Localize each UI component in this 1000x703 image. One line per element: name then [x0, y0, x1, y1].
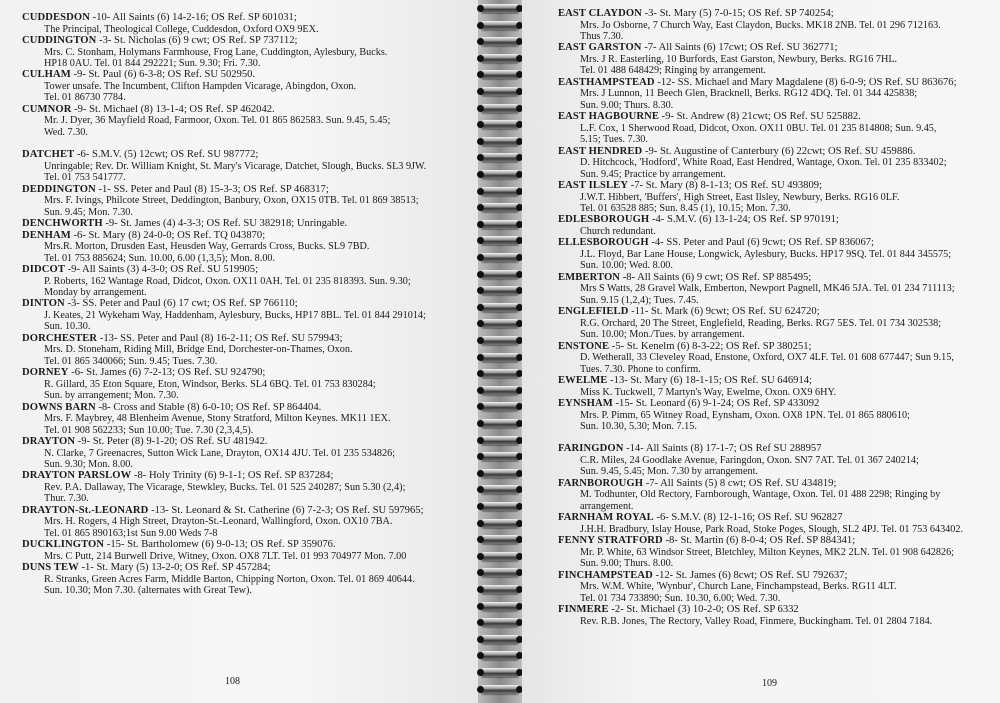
tower-details: -3- St. Nicholas (6) 9 cwt; OS Ref. SP 737112;	[99, 35, 298, 46]
tower-details: -7- St. Mary (8) 8-1-13; OS Ref. SU 493809;	[630, 180, 823, 192]
tower-entry	[22, 402, 470, 436]
binding-coil	[480, 552, 520, 561]
binding-coil	[480, 353, 520, 362]
entry-contact-line: M. Todhunter, Old Rectory, Farnborough, Wantage, Oxon. Tel. 01 488 2298; Ringing by	[580, 489, 941, 501]
binding-coil	[480, 220, 520, 229]
entry-contact-line: HP18 0AU. Tel. 01 844 292221; Sun. 9.30; Fri. 7.30.	[44, 58, 261, 69]
tower-entry	[558, 570, 980, 604]
entry-contact-line: Mrs. C. Stonham, Holymans Farmhouse, Frog Lane, Cuddington, Aylesbury, Bucks.	[44, 46, 388, 58]
entry-contact-line: Mrs. D. Stoneham, Riding Mill, Bridge End, Dorchester-on-Thames, Oxon.	[44, 344, 353, 356]
entry-contact-line: Tues. 7.30. Phone to confirm.	[580, 363, 701, 375]
tower-details: -10- All Saints (6) 14-2-16; OS Ref. SP 601031;	[92, 12, 297, 23]
tower-entry	[558, 604, 980, 627]
entry-contact-line: P. Roberts, 162 Wantage Road, Didcot, Oxon. OX11 0AH. Tel. 01 235 818393. Sun. 9.30;	[44, 275, 411, 287]
entry-contact-line: Sun. 9.00; Thurs. 8.00.	[580, 558, 674, 570]
tower-entry	[22, 35, 470, 69]
tower-name: DOWNS BARN	[22, 401, 96, 413]
tower-name: EAST CLAYDON	[558, 8, 642, 19]
entry-contact-line: Monday by arrangement.	[44, 287, 147, 299]
binding-coil	[480, 469, 520, 478]
entry-heading	[22, 69, 470, 81]
entry-contact-line: D. Wetherall, 33 Cleveley Road, Enstone, Oxford, OX7 4LF. Tel. 01 608 677447; Sun 9.15,	[580, 352, 954, 364]
entry-heading	[558, 443, 980, 455]
tower-name: EAST ILSLEY	[558, 180, 629, 192]
left-entry-list	[22, 12, 470, 597]
binding-coil	[480, 535, 520, 544]
binding-coil	[480, 4, 520, 13]
tower-entry	[558, 272, 980, 306]
tower-details: -9- St. Peter (8) 9-1-20; OS Ref. SU 481942.	[77, 436, 268, 448]
binding-coil	[480, 585, 520, 594]
binding-coil	[480, 87, 520, 96]
tower-entry	[22, 505, 470, 539]
tower-name: EMBERTON	[558, 271, 621, 283]
tower-name: FENNY STRATFORD	[558, 535, 663, 547]
binding-coil	[480, 54, 520, 63]
binding-coil	[480, 485, 520, 494]
tower-details: -9- St. James (4) 4-3-3; OS Ref. SU 382918; Unringable.	[105, 218, 348, 230]
entry-contact-line: Mrs. F. Maybrey, 48 Blenheim Avenue, Stony Stratford, Milton Keynes. MK11 1EX.	[44, 413, 391, 425]
binding-coil	[480, 618, 520, 627]
tower-entry	[558, 443, 980, 477]
tower-name: FARINGDON	[558, 443, 624, 455]
entry-contact-line: Sun. by arrangement; Mon. 7.30.	[44, 390, 179, 402]
entry-heading	[22, 298, 470, 310]
entry-contact-line: J.W.T. Hibbert, 'Buffers', High Street, East Ilsley, Newbury, Berks. RG16 0LF.	[580, 191, 900, 203]
entry-contact-line: C.R. Miles, 24 Goodlake Avenue, Faringdon, Oxon. SN7 7AT. Tel. 01 367 240214;	[580, 455, 919, 467]
tower-entry	[558, 341, 980, 375]
entry-contact-line: Mrs. C Putt, 214 Burwell Drive, Witney, Oxon. OX8 7LT. Tel. 01 993 704977 Mon. 7.00	[44, 550, 407, 562]
binding-coil	[480, 319, 520, 328]
tower-details: -13- St. Mary (6) 18-1-15; OS Ref. SU 646914;	[610, 375, 812, 387]
entry-contact-line: Tel. 01 753 885624; Sun. 10.00, 6.00 (1,3,5); Mon. 8.00.	[44, 252, 276, 264]
tower-name: ENSTONE	[558, 340, 610, 352]
tower-name: EDLESBOROUGH	[558, 214, 650, 226]
tower-entry	[558, 214, 980, 237]
entry-heading	[558, 146, 980, 158]
entry-contact-line: D. Hitchcock, 'Hodford', White Road, East Hendred, Wantage, Oxon. Tel. 01 235 833402;	[580, 157, 947, 169]
entry-contact-line: J. Keates, 21 Wykeham Way, Haddenham, Aylesbury, Bucks, HP17 8BL. Tel. 01 844 291014;	[44, 310, 426, 322]
entry-contact-line: Sun. 9.00; Thurs. 8.30.	[580, 99, 674, 111]
section-gap	[22, 138, 470, 149]
entry-contact-line: Tower unsafe. The Incumbent, Clifton Hampden Vicarage, Abingdon, Oxon.	[44, 81, 357, 92]
tower-entry	[558, 180, 980, 214]
entry-heading	[558, 272, 980, 284]
binding-coil	[480, 70, 520, 79]
entry-contact-line: Sun. 10.30.	[44, 321, 91, 333]
entry-contact-line: Mrs S Watts, 28 Gravel Walk, Emberton, Newport Pagnell, MK46 5JA. Tel. 01 234 711113;	[580, 283, 955, 295]
tower-details: -12- St. James (6) 8cwt; OS Ref. SU 792637;	[655, 569, 848, 581]
tower-details: -5- St. Kenelm (6) 8-3-22; OS Ref. SP 380251;	[611, 340, 812, 352]
tower-entry	[558, 535, 980, 569]
entry-heading	[558, 512, 980, 524]
entry-contact-line: Rev. R.B. Jones, The Rectory, Valley Road, Finmere, Buckingham. Tel. 01 2804 7184.	[580, 615, 933, 627]
entry-heading	[558, 77, 980, 89]
page-number-right: 109	[762, 678, 777, 689]
entry-contact-line: J.H.H. Bradbury, Islay House, Park Road, Stoke Poges, Slough, SL2 4PJ. Tel. 01 753 643402.	[580, 523, 964, 535]
page-number-left: 108	[225, 676, 240, 687]
binding-coil	[480, 37, 520, 46]
entry-heading	[558, 570, 980, 582]
tower-name: DORNEY	[22, 367, 69, 379]
tower-details: -3- St. Mary (5) 7-0-15; OS Ref. SP 740254;	[644, 8, 834, 19]
right-page	[522, 0, 1000, 703]
tower-entry	[22, 69, 470, 103]
right-entry-list	[558, 8, 980, 627]
entry-heading	[558, 8, 980, 20]
tower-entry	[22, 230, 470, 264]
tower-entry	[558, 77, 980, 111]
entry-contact-line: Mr. J. Dyer, 36 Mayfield Road, Farmoor, Oxon. Tel. 01 865 862583. Sun. 9.45, 5.45;	[44, 115, 391, 127]
entry-heading	[558, 535, 980, 547]
tower-name: EWELME	[558, 375, 608, 387]
entry-heading	[558, 478, 980, 490]
entry-heading	[22, 218, 470, 230]
tower-entry	[22, 333, 470, 367]
tower-details: -13- St. Leonard & St. Catherine (6) 7-2-3; OS Ref. SU 597965;	[151, 504, 424, 516]
entry-contact-line: Miss K. Tuckwell, 7 Martyn's Way, Ewelme, Oxon. OX9 6HY.	[580, 386, 837, 398]
entry-heading	[22, 104, 470, 116]
tower-details: -3- SS. Peter and Paul (6) 17 cwt; OS Ref. SP 766110;	[67, 298, 298, 310]
binding-coil	[480, 402, 520, 411]
tower-entry	[558, 111, 980, 145]
binding-coil	[480, 270, 520, 279]
binding-coil	[480, 303, 520, 312]
tower-name: EAST HENDRED	[558, 145, 643, 157]
binding-coil	[480, 137, 520, 146]
tower-details: -9- St. Augustine of Canterbury (6) 22cwt; OS Ref. SU 459886.	[644, 145, 916, 157]
entry-contact-line: Sun. 10.30; Mon 7.30. (alternates with Great Tew).	[44, 585, 252, 597]
binding-coil	[480, 21, 520, 30]
binding-coil	[480, 419, 520, 428]
entry-contact-line: Mrs. P. Pimm, 65 Witney Road, Eynsham, Oxon. OX8 1PN. Tel. 01 865 880610;	[580, 409, 910, 421]
tower-entry	[22, 264, 470, 298]
entry-heading	[558, 341, 980, 353]
tower-details: -15- St. Leonard (6) 9-1-24; OS Ref. SP 433092	[615, 398, 820, 410]
entry-contact-line: Rev. P.A. Dallaway, The Vicarage, Stewkley, Bucks. Tel. 01 525 240287; Sun 5.30 (2,4);	[44, 482, 406, 494]
tower-details: -14- All Saints (8) 17-1-7; OS Ref SU 288957	[626, 443, 822, 455]
tower-details: -4- SS. Peter and Paul (6) 9cwt; OS Ref. SP 836067;	[651, 237, 874, 249]
binding-coil	[480, 236, 520, 245]
entry-heading	[558, 398, 980, 410]
tower-entry	[558, 512, 980, 535]
tower-name: DENHAM	[22, 229, 71, 241]
binding-coil	[480, 386, 520, 395]
binding-coil	[480, 170, 520, 179]
tower-name: CUDDESDON	[22, 12, 91, 23]
tower-entry	[22, 436, 470, 470]
spiral-binding	[478, 0, 522, 703]
binding-coil	[480, 568, 520, 577]
entry-heading	[22, 539, 470, 551]
tower-name: ENGLEFIELD	[558, 306, 629, 318]
tower-details: -8- St. Martin (6) 8-0-4; OS Ref. SP 884341;	[665, 535, 856, 547]
entry-heading	[22, 470, 470, 482]
tower-entry	[558, 306, 980, 340]
tower-entry	[558, 398, 980, 432]
binding-coil	[480, 120, 520, 129]
entry-contact-line: Sun. 9.15 (1,2,4); Tues. 7.45.	[580, 294, 699, 306]
tower-details: -15- St. Bartholomew (6) 9-0-13; OS Ref. SP 359076.	[106, 539, 336, 551]
entry-contact-line: 5.15; Tues. 7.30.	[580, 134, 648, 146]
entry-heading	[558, 604, 980, 616]
tower-entry	[558, 42, 980, 76]
tower-name: CUMNOR	[22, 103, 72, 115]
entry-contact-line: Thus 7.30.	[580, 31, 624, 42]
tower-name: EYNSHAM	[558, 398, 613, 410]
entry-contact-line: N. Clarke, 7 Greenacres, Sutton Wick Lane, Drayton, OX14 4JU. Tel. 01 235 534826;	[44, 447, 396, 459]
binding-coil	[480, 104, 520, 113]
entry-heading	[22, 230, 470, 242]
entry-contact-line: Mrs. J R. Easterling, 10 Burfords, East Garston, Newbury, Berks. RG16 7HL.	[580, 54, 898, 65]
section-gap	[558, 432, 980, 443]
tower-name: FINCHAMPSTEAD	[558, 569, 653, 581]
binding-coil	[480, 253, 520, 262]
tower-name: FARNHAM ROYAL	[558, 512, 654, 524]
entry-heading	[558, 111, 980, 123]
tower-name: DUCKLINGTON	[22, 539, 105, 551]
tower-details: -6- St. James (6) 7-2-13; OS Ref. SU 924790;	[71, 367, 266, 379]
tower-entry	[22, 298, 470, 332]
binding-coil	[480, 203, 520, 212]
entry-heading	[22, 402, 470, 414]
entry-contact-line: Sun. 10.00; Mon./Tues. by arrangement.	[580, 329, 745, 341]
binding-coil	[480, 286, 520, 295]
tower-name: EASTHAMPSTEAD	[558, 76, 655, 88]
tower-name: CUDDINGTON	[22, 35, 97, 46]
tower-details: -2- St. Michael (3) 10-2-0; OS Ref. SP 6332	[611, 604, 799, 616]
tower-details: -12- SS. Michael and Mary Magdalene (8) 6-0-9; OS Ref. SU 863676;	[657, 76, 957, 88]
entry-contact-line: Thur. 7.30.	[44, 493, 89, 505]
entry-heading	[558, 42, 980, 54]
entry-contact-line: Mrs. H. Rogers, 4 High Street, Drayton-St.-Leonard, Wallingford, Oxon. OX10 7BA.	[44, 516, 393, 528]
tower-name: EAST GARSTON	[558, 42, 642, 54]
entry-contact-line: Tel. 01 86730 7784.	[44, 92, 126, 104]
binding-coil	[480, 685, 520, 694]
entry-contact-line: Sun. 10.00; Wed. 8.00.	[580, 260, 673, 272]
tower-details: -6- S.M.V. (8) 12-1-16; OS Ref. SU 962827	[656, 512, 843, 524]
entry-contact-line: Tel. 01 734 733890; Sun. 10.30, 6.00; Wed. 7.30.	[580, 592, 781, 604]
tower-details: -13- SS. Peter and Paul (8) 16-2-11; OS Ref. SU 579943;	[99, 332, 343, 344]
tower-entry	[22, 367, 470, 401]
entry-contact-line: arrangement.	[580, 500, 634, 512]
entry-contact-line: J.L. Floyd, Bar Lane House, Longwick, Aylesbury, Bucks. HP17 9SQ. Tel. 01 844 345575;	[580, 249, 952, 261]
entry-contact-line: Tel. 01 865 890163;1st Sun 9.00 Weds 7-8	[44, 527, 218, 539]
tower-details: -7- All Saints (5) 8 cwt; OS Ref. SU 434819;	[645, 477, 837, 489]
entry-contact-line: L.F. Cox, 1 Sherwood Road, Didcot, Oxon. OX11 0BU. Tel. 01 235 814808; Sun. 9.45,	[580, 122, 937, 134]
entry-heading	[22, 35, 470, 47]
binding-coil	[480, 651, 520, 660]
entry-contact-line: Sun. 10.30, 5.30; Mon. 7.15.	[580, 421, 697, 433]
tower-details: -1- St. Mary (5) 13-2-0; OS Ref. SP 457284;	[81, 562, 271, 574]
tower-details: -7- All Saints (6) 17cwt; OS Ref. SU 362771;	[644, 42, 838, 54]
entry-contact-line: Wed. 7.30.	[44, 126, 88, 138]
entry-contact-line: Tel. 01 63528 885; Sun. 8.45 (1), 10.15; Mon. 7.30.	[580, 203, 791, 215]
tower-details: -6- S.M.V. (5) 12cwt; OS Ref. SU 987772;	[76, 149, 259, 161]
tower-name: FINMERE	[558, 604, 609, 616]
tower-entry	[22, 12, 470, 35]
tower-entry	[22, 149, 470, 183]
tower-name: FARNBOROUGH	[558, 477, 644, 489]
tower-details: -6- St. Mary (8) 24-0-0; OS Ref. TQ 043870;	[73, 229, 266, 241]
tower-entry	[22, 104, 470, 138]
tower-name: DRAYTON	[22, 436, 76, 448]
entry-heading	[22, 505, 470, 517]
tower-entry	[22, 539, 470, 562]
binding-coil	[480, 635, 520, 644]
tower-details: -8- All Saints (6) 9 cwt; OS Ref. SP 885495;	[622, 271, 812, 283]
entry-contact-line: Sun. 9.30; Mon. 8.00.	[44, 459, 133, 471]
binding-coil	[480, 187, 520, 196]
tower-name: DRAYTON PARSLOW	[22, 470, 132, 482]
entry-contact-line: Mrs. F. Ivings, Philcote Street, Deddington, Banbury, Oxon, OX15 0TB. Tel. 01 869 38513;	[44, 195, 419, 207]
entry-contact-line: Tel. 01 865 340066; Sun. 9.45; Tues. 7.30.	[44, 355, 218, 367]
binding-coil	[480, 153, 520, 162]
tower-name: DENCHWORTH	[22, 218, 103, 230]
tower-details: -4- S.M.V. (6) 13-1-24; OS Ref. SP 970191;	[651, 214, 839, 226]
tower-name: DRAYTON-St.-LEONARD	[22, 504, 149, 516]
tower-entry	[22, 218, 470, 230]
tower-entry	[22, 184, 470, 218]
tower-entry	[558, 375, 980, 398]
tower-name: CULHAM	[22, 69, 71, 81]
tower-details: -1- SS. Peter and Paul (8) 15-3-3; OS Ref. SP 468317;	[98, 183, 329, 195]
tower-details: -9- All Saints (3) 4-3-0; OS Ref. SU 519905;	[67, 264, 259, 276]
entry-contact-line: Mrs. Jo Osborne, 7 Church Way, East Claydon, Bucks. MK18 2NB. Tel. 01 296 712163.	[580, 19, 941, 31]
tower-details: -8- Cross and Stable (8) 6-0-10; OS Ref. SP 864404.	[98, 401, 322, 413]
tower-details: -9- St. Michael (8) 13-1-4; OS Ref. SP 462042.	[74, 103, 275, 115]
entry-contact-line: Mrs.R. Morton, Drusden East, Heusden Way, Gerrards Cross, Bucks. SL9 7BD.	[44, 241, 370, 253]
binding-coil	[480, 436, 520, 445]
binding-coil	[480, 668, 520, 677]
entry-contact-line: Church redundant.	[580, 226, 656, 238]
entry-contact-line: Tel. 01 753 541777.	[44, 172, 126, 184]
entry-contact-line: R.G. Orchard, 20 The Street, Englefield, Reading, Berks. RG7 5ES. Tel. 01 734 302538;	[580, 317, 942, 329]
entry-heading	[558, 306, 980, 318]
entry-heading	[22, 12, 470, 24]
entry-contact-line: Sun. 9.45, 5.45; Mon. 7.30 by arrangement.	[580, 466, 758, 478]
tower-name: ELLESBOROUGH	[558, 237, 649, 249]
left-page	[0, 0, 478, 703]
binding-coil	[480, 369, 520, 378]
tower-entry	[558, 237, 980, 271]
entry-heading	[22, 436, 470, 448]
entry-contact-line: Tel. 01 488 648429; Ringing by arrangement.	[580, 65, 767, 77]
entry-heading	[558, 214, 980, 226]
tower-name: DIDCOT	[22, 264, 65, 276]
entry-contact-line: R. Gillard, 35 Eton Square, Eton, Windsor, Berks. SL4 6BQ. Tel. 01 753 830284;	[44, 378, 376, 390]
tower-entry	[558, 146, 980, 180]
tower-name: DEDDINGTON	[22, 183, 96, 195]
entry-heading	[22, 367, 470, 379]
tower-entry	[558, 478, 980, 512]
entry-heading	[22, 562, 470, 574]
entry-heading	[558, 375, 980, 387]
binding-coil	[480, 602, 520, 611]
entry-contact-line: R. Stranks, Green Acres Farm, Middle Barton, Chipping Norton, Oxon. Tel. 01 869 40644.	[44, 573, 415, 585]
tower-name: DUNS TEW	[22, 562, 79, 574]
entry-heading	[558, 237, 980, 249]
tower-details: -9- St. Paul (6) 6-3-8; OS Ref. SU 502950.	[73, 69, 256, 81]
tower-entry	[22, 562, 470, 596]
entry-heading	[22, 264, 470, 276]
entry-contact-line: Sun. 9.45; Practice by arrangement.	[580, 168, 726, 180]
entry-contact-line: Mr. P. White, 63 Windsor Street, Bletchley, Milton Keynes, MK2 2LN. Tel. 01 908 642826;	[580, 546, 954, 558]
entry-heading	[22, 333, 470, 345]
entry-contact-line: Sun. 9.45; Mon. 7.30.	[44, 206, 133, 218]
tower-entry	[558, 8, 980, 42]
tower-entry	[22, 470, 470, 504]
entry-heading	[22, 184, 470, 196]
entry-contact-line: Mrs. J Lunnon, 11 Beech Glen, Bracknell, Berks. RG12 4DQ. Tel. 01 344 425838;	[580, 88, 918, 100]
binding-coil	[480, 502, 520, 511]
binding-coil	[480, 452, 520, 461]
entry-contact-line: The Principal, Theological College, Cuddesdon, Oxford OX9 9EX.	[44, 23, 319, 35]
entry-contact-line: Tel. 01 908 562233; Sun 10.00; Tue. 7.30 (2,3,4,5).	[44, 424, 254, 436]
tower-details: -8- Holy Trinity (6) 9-1-1; OS Ref. SP 837284;	[133, 470, 334, 482]
tower-name: EAST HAGBOURNE	[558, 111, 659, 123]
entry-contact-line: Unringable; Rev. Dr. William Knight, St. Mary's Vicarage, Datchet, Slough, Bucks. SL3 9JW.	[44, 160, 427, 172]
entry-contact-line: Mrs. W.M. White, 'Wynbur', Church Lane, Finchampstead, Berks. RG11 4LT.	[580, 581, 897, 593]
entry-heading	[22, 149, 470, 161]
tower-details: -11- St. Mark (6) 9cwt; OS Ref. SU 624720;	[631, 306, 820, 318]
binding-coil	[480, 336, 520, 345]
binding-coil	[480, 519, 520, 528]
tower-details: -9- St. Andrew (8) 21cwt; OS Ref. SU 525882.	[661, 111, 861, 123]
tower-name: DATCHET	[22, 149, 75, 161]
tower-name: DORCHESTER	[22, 332, 98, 344]
entry-heading	[558, 180, 980, 192]
tower-name: DINTON	[22, 298, 65, 310]
